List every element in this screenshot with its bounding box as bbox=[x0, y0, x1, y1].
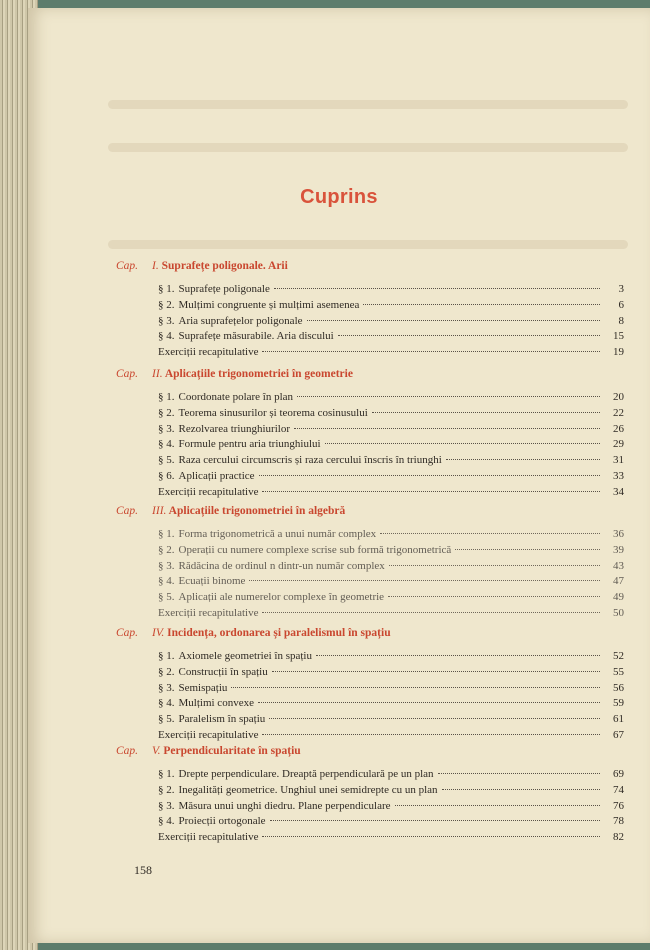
section-page-number: 67 bbox=[613, 729, 624, 741]
section-title: Drepte perpendiculare. Dreaptă perpendiculară pe un plan bbox=[178, 768, 434, 780]
section-number: § 4. bbox=[158, 438, 175, 451]
dot-leader bbox=[388, 596, 600, 597]
chapter-heading bbox=[116, 503, 345, 519]
section-page-number: 3 bbox=[618, 283, 624, 295]
dot-leader bbox=[363, 304, 600, 305]
section-title: Axiomele geometriei în spațiu bbox=[178, 650, 312, 662]
chapter-heading bbox=[116, 258, 288, 274]
section-number: § 2. bbox=[158, 298, 175, 311]
section-page-number: 52 bbox=[613, 650, 624, 662]
section-number: § 5. bbox=[158, 591, 175, 604]
chapter-label: Cap. bbox=[116, 260, 139, 272]
section-page-number: 8 bbox=[618, 314, 624, 327]
toc-entry bbox=[158, 345, 624, 360]
dot-leader bbox=[262, 351, 600, 352]
toc-entry bbox=[158, 830, 624, 845]
chapter-roman-numeral: II. bbox=[152, 368, 163, 380]
section-page-number: 56 bbox=[613, 681, 624, 694]
toc-entry bbox=[158, 329, 624, 344]
dot-leader bbox=[272, 671, 600, 672]
section-title: Teorema sinusurilor și teorema cosinusului bbox=[178, 406, 368, 419]
dot-leader bbox=[438, 773, 600, 774]
section-title: Exerciții recapitulative bbox=[158, 346, 259, 359]
dot-leader bbox=[231, 687, 600, 688]
section-title: Mulțimi convexe bbox=[178, 697, 254, 710]
toc-entry bbox=[158, 783, 624, 798]
section-title: Mulțimi congruente și mulțimi asemenea bbox=[178, 298, 360, 311]
dot-leader bbox=[269, 718, 600, 719]
dot-leader bbox=[294, 428, 600, 429]
toc-entry bbox=[158, 574, 624, 589]
section-page-number: 55 bbox=[613, 665, 624, 678]
bleed-through-smudge bbox=[108, 240, 628, 249]
toc-entry bbox=[158, 606, 624, 621]
section-page-number: 50 bbox=[613, 607, 624, 619]
chapter-roman-numeral: V. bbox=[152, 745, 161, 757]
dot-leader bbox=[270, 820, 600, 821]
section-number: § 6. bbox=[158, 470, 175, 482]
section-page-number: 19 bbox=[613, 346, 624, 359]
section-page-number: 74 bbox=[613, 783, 624, 796]
section-title: Inegalități geometrice. Unghiul unei semidrepte cu un plan bbox=[178, 783, 438, 796]
toc-entry bbox=[158, 799, 624, 814]
bleed-through-smudge bbox=[108, 100, 628, 109]
section-number: § 4. bbox=[158, 815, 175, 828]
section-title: Suprafețe măsurabile. Aria discului bbox=[178, 330, 334, 343]
section-page-number: 69 bbox=[613, 768, 624, 780]
section-page-number: 43 bbox=[613, 559, 624, 572]
section-number: § 4. bbox=[158, 575, 175, 588]
section-number: § 2. bbox=[158, 665, 175, 678]
dot-leader bbox=[389, 565, 600, 566]
page-title: Cuprins bbox=[300, 186, 378, 208]
section-title: Paralelism în spațiu bbox=[178, 713, 266, 726]
dot-leader bbox=[372, 412, 600, 413]
dot-leader bbox=[380, 533, 600, 534]
section-title: Exerciții recapitulative bbox=[158, 729, 259, 741]
section-number: § 3. bbox=[158, 559, 175, 572]
section-title: Ecuații binome bbox=[178, 575, 246, 588]
chapter-roman-numeral: IV. bbox=[152, 627, 165, 639]
chapter-label: Cap. bbox=[116, 627, 139, 639]
chapter-title bbox=[152, 260, 288, 272]
toc-entry bbox=[158, 767, 624, 782]
chapter-heading bbox=[116, 366, 353, 382]
chapter-label: Cap. bbox=[116, 505, 139, 517]
section-title: Aria suprafețelor poligonale bbox=[178, 314, 303, 327]
section-title: Raza cercului circumscris și raza cercului înscris în triunghi bbox=[178, 454, 442, 467]
section-number: § 5. bbox=[158, 713, 175, 726]
chapter-title-text: Aplicațiile trigonometriei în geometrie bbox=[164, 368, 353, 380]
dot-leader bbox=[262, 836, 600, 837]
dot-leader bbox=[258, 702, 600, 703]
section-title: Forma trigonometrică a unui număr complex bbox=[178, 528, 377, 540]
dot-leader bbox=[297, 396, 600, 397]
toc-entry bbox=[158, 590, 624, 605]
section-page-number: 47 bbox=[613, 575, 624, 588]
chapter-title-text: Aplicațiile trigonometriei în algebră bbox=[168, 505, 346, 517]
section-number: § 4. bbox=[158, 330, 175, 343]
toc-entry bbox=[158, 649, 624, 664]
toc-entry bbox=[158, 282, 624, 297]
section-number: § 1. bbox=[158, 768, 175, 780]
chapter-label: Cap. bbox=[116, 368, 139, 380]
section-title: Aplicații ale numerelor complexe în geometrie bbox=[178, 591, 385, 604]
section-page-number: 26 bbox=[613, 422, 624, 435]
toc-entry bbox=[158, 696, 624, 711]
toc-entry bbox=[158, 681, 624, 696]
chapter-title bbox=[152, 368, 353, 380]
chapter-heading bbox=[116, 625, 391, 641]
toc-entry bbox=[158, 665, 624, 680]
toc-entry bbox=[158, 437, 624, 452]
toc-entry bbox=[158, 712, 624, 727]
section-page-number: 78 bbox=[613, 815, 624, 828]
bleed-through-smudge bbox=[108, 143, 628, 152]
toc-entry bbox=[158, 814, 624, 829]
chapter-title-text: Incidența, ordonarea și paralelismul în spațiu bbox=[167, 627, 391, 639]
section-page-number: 6 bbox=[618, 298, 624, 311]
toc-entry bbox=[158, 314, 624, 329]
section-title: Formule pentru aria triunghiului bbox=[178, 438, 321, 451]
section-page-number: 76 bbox=[613, 799, 624, 812]
section-number: § 3. bbox=[158, 681, 175, 694]
toc-entry bbox=[158, 422, 624, 437]
section-title: Aplicații practice bbox=[178, 470, 255, 482]
section-number: § 5. bbox=[158, 454, 175, 467]
section-title: Exerciții recapitulative bbox=[158, 607, 259, 619]
section-number: § 3. bbox=[158, 422, 175, 435]
section-number: § 1. bbox=[158, 650, 175, 662]
section-title: Rezolvarea triunghiurilor bbox=[178, 422, 290, 435]
chapter-title bbox=[152, 505, 345, 517]
section-number: § 1. bbox=[158, 283, 175, 295]
section-title: Exerciții recapitulative bbox=[158, 485, 259, 498]
book-page bbox=[28, 8, 650, 943]
section-number: § 2. bbox=[158, 543, 175, 556]
dot-leader bbox=[262, 734, 600, 735]
section-page-number: 49 bbox=[613, 591, 624, 604]
section-number: § 3. bbox=[158, 314, 175, 327]
chapter-title bbox=[152, 627, 391, 639]
chapter-title-text: Suprafețe poligonale. Arii bbox=[161, 260, 288, 272]
section-page-number: 20 bbox=[613, 391, 624, 403]
chapter-heading bbox=[116, 743, 301, 759]
section-number: § 4. bbox=[158, 697, 175, 710]
toc-entry bbox=[158, 527, 624, 542]
section-page-number: 34 bbox=[613, 485, 624, 498]
toc-entry bbox=[158, 559, 624, 574]
dot-leader bbox=[338, 335, 600, 336]
section-number: § 1. bbox=[158, 391, 175, 403]
chapter-title bbox=[152, 745, 301, 757]
section-title: Exerciții recapitulative bbox=[158, 831, 259, 844]
dot-leader bbox=[442, 789, 600, 790]
section-page-number: 61 bbox=[613, 713, 624, 726]
dot-leader bbox=[249, 580, 600, 581]
chapter-title-text: Perpendicularitate în spațiu bbox=[163, 745, 301, 757]
toc-entry bbox=[158, 390, 624, 405]
toc-entry bbox=[158, 453, 624, 468]
section-page-number: 31 bbox=[613, 454, 624, 467]
chapter-label: Cap. bbox=[116, 745, 139, 757]
section-title: Semispațiu bbox=[178, 681, 228, 694]
chapter-roman-numeral: III. bbox=[152, 505, 167, 517]
section-number: § 1. bbox=[158, 528, 175, 540]
section-title: Măsura unui unghi diedru. Plane perpendiculare bbox=[178, 799, 391, 812]
toc-entry bbox=[158, 543, 624, 558]
section-number: § 2. bbox=[158, 406, 175, 419]
section-page-number: 59 bbox=[613, 697, 624, 710]
toc-entry bbox=[158, 406, 624, 421]
dot-leader bbox=[262, 491, 600, 492]
section-title: Rădăcina de ordinul n dintr-un număr complex bbox=[178, 559, 385, 572]
dot-leader bbox=[446, 459, 600, 460]
dot-leader bbox=[307, 320, 600, 321]
page-number: 158 bbox=[134, 863, 152, 877]
section-title: Coordonate polare în plan bbox=[178, 391, 294, 403]
dot-leader bbox=[395, 805, 601, 806]
section-page-number: 36 bbox=[613, 528, 624, 540]
section-page-number: 82 bbox=[613, 831, 624, 844]
section-title: Construcții în spațiu bbox=[178, 665, 268, 678]
dot-leader bbox=[455, 549, 600, 550]
toc-entry bbox=[158, 469, 624, 484]
dot-leader bbox=[259, 475, 600, 476]
dot-leader bbox=[262, 612, 600, 613]
section-title: Suprafețe poligonale bbox=[178, 283, 270, 295]
section-page-number: 39 bbox=[613, 543, 624, 556]
section-page-number: 29 bbox=[613, 438, 624, 451]
section-page-number: 15 bbox=[613, 330, 624, 343]
dot-leader bbox=[274, 288, 600, 289]
section-number: § 3. bbox=[158, 799, 175, 812]
section-number: § 2. bbox=[158, 783, 175, 796]
chapter-roman-numeral: I. bbox=[152, 260, 159, 272]
dot-leader bbox=[325, 443, 600, 444]
toc-entry bbox=[158, 485, 624, 500]
dot-leader bbox=[316, 655, 600, 656]
toc-entry bbox=[158, 728, 624, 743]
section-page-number: 22 bbox=[613, 406, 624, 419]
section-page-number: 33 bbox=[613, 470, 624, 482]
toc-entry bbox=[158, 298, 624, 313]
section-title: Operații cu numere complexe scrise sub formă trigonometrică bbox=[178, 543, 452, 556]
section-title: Proiecții ortogonale bbox=[178, 815, 266, 828]
